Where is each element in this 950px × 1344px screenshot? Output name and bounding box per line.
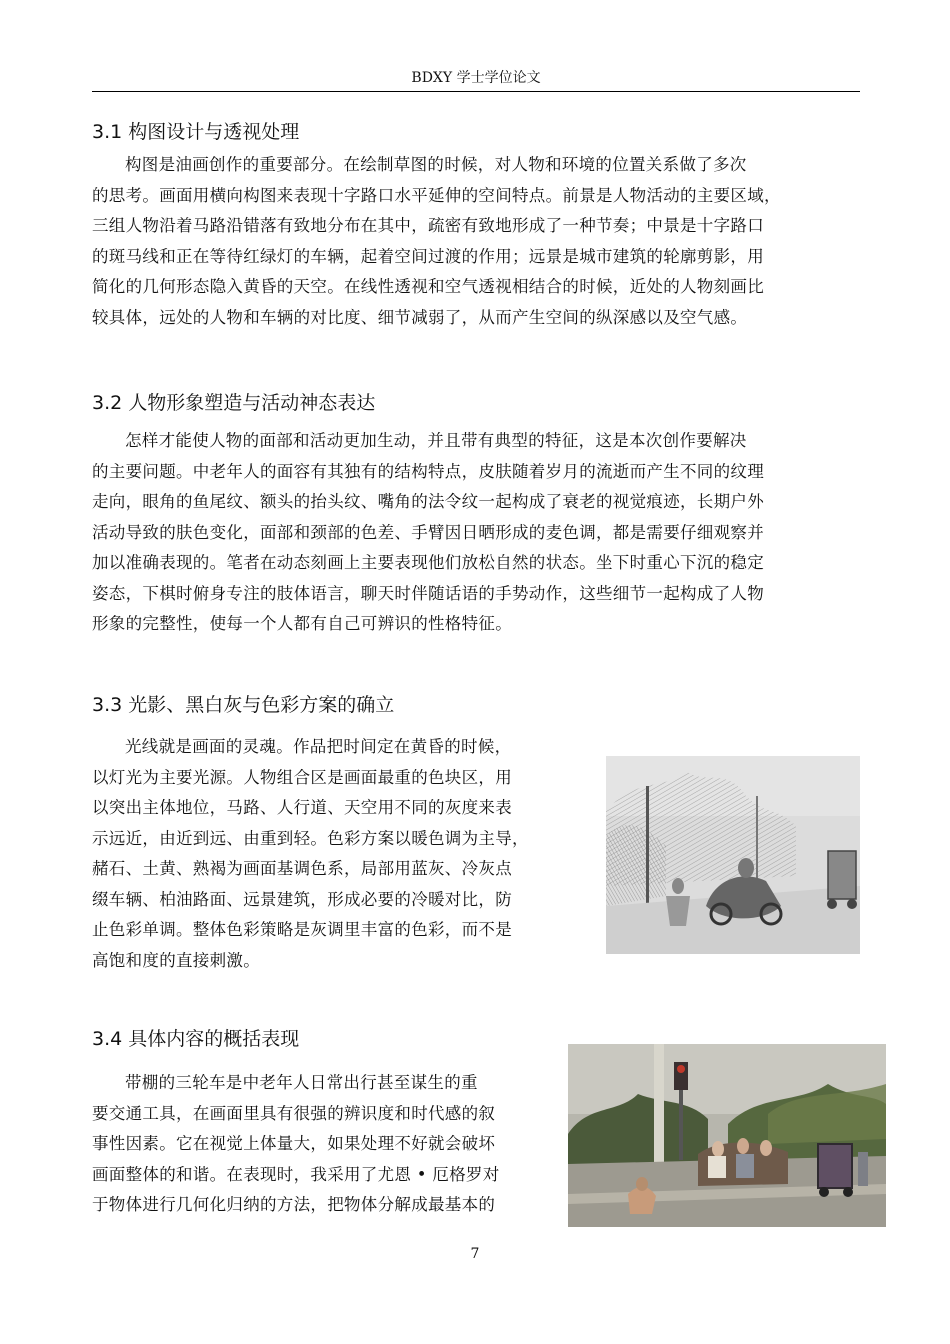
paragraph-line: 怎样才能使人物的面部和活动更加生动，并且带有典型的特征，这是本次创作要解决 — [125, 431, 747, 450]
paragraph-line: 光线就是画面的灵魂。作品把时间定在黄昏的时候， — [125, 737, 512, 756]
section-body-3-3 — [92, 732, 592, 976]
section-heading-3-1: 3.1 构图设计与透视处理 — [92, 121, 300, 143]
paragraph-line: 的思考。画面用横向构图来表现十字路口水平延伸的空间特点。前景是人物活动的主要区域， — [92, 185, 781, 205]
paragraph-line: 姿态，下棋时俯身专注的肢体语言，聊天时伴随话语的手势动作，这些细节一起构成了人物 — [92, 583, 764, 603]
section-body-3-2 — [92, 426, 860, 640]
paragraph-line: 赭石、土黄、熟褐为画面基调色系，局部用蓝灰、冷灰点 — [92, 859, 512, 878]
paragraph-line: 示远近，由近到远、由重到轻。色彩方案以暖色调为主导， — [92, 828, 529, 848]
section-heading-3-2: 3.2 人物形象塑造与活动神态表达 — [92, 392, 376, 414]
section-heading-3-4: 3.4 具体内容的概括表现 — [92, 1028, 300, 1050]
paragraph-line: 事性因素。它在视觉上体量大，如果处理不好就会破坏 — [92, 1134, 496, 1153]
paragraph-line: 止色彩单调。整体色彩策略是灰调里丰富的色彩，而不是 — [92, 920, 512, 939]
paragraph-line: 缀车辆、柏油路面、远景建筑，形成必要的冷暖对比，防 — [92, 889, 512, 909]
paragraph-line: 的主要问题。中老年人的面容有其独有的结构特点，皮肤随着岁月的流逝而产生不同的纹理 — [92, 461, 764, 481]
section-body-3-4 — [92, 1068, 562, 1221]
section-body-3-1 — [92, 150, 860, 333]
paragraph-line: 构图是油画创作的重要部分。在绘制草图的时候，对人物和环境的位置关系做了多次 — [125, 155, 747, 174]
paragraph-line: 高饱和度的直接刺激。 — [92, 950, 260, 970]
paragraph-line: 要交通工具，在画面里具有很强的辨识度和时代感的叙 — [92, 1103, 496, 1123]
oil-painting-image — [568, 1044, 886, 1227]
paragraph-line: 以灯光为主要光源。人物组合区是画面最重的色块区，用 — [92, 767, 512, 787]
paragraph-line: 的斑马线和正在等待红绿灯的车辆，起着空间过渡的作用；远景是城市建筑的轮廓剪影，用 — [92, 246, 764, 266]
paragraph-line: 较具体，远处的人物和车辆的对比度、细节减弱了，从而产生空间的纵深感以及空气感。 — [92, 307, 748, 327]
paragraph-line: 画面整体的和谐。在表现时，我采用了尤恩 • 厄格罗对 — [92, 1164, 500, 1184]
paragraph-line: 活动导致的肤色变化，面部和颈部的色差、手臂因日晒形成的麦色调，都是需要仔细观察并 — [92, 522, 764, 542]
paragraph-line: 以突出主体地位，马路、人行道、天空用不同的灰度来表 — [92, 798, 512, 817]
header-rule — [92, 91, 860, 92]
running-header: BDXY 学士学位论文 — [411, 70, 541, 86]
paragraph-line: 三组人物沿着马路沿错落有致地分布在其中，疏密有致地形成了一种节奏；中景是十字路口 — [92, 216, 764, 235]
paragraph-line: 加以准确表现的。笔者在动态刻画上主要表现他们放松自然的状态。坐下时重心下沉的稳定 — [92, 553, 764, 572]
paragraph-line: 简化的几何形态隐入黄昏的天空。在线性透视和空气透视相结合的时候，近处的人物刻画比 — [92, 277, 764, 296]
paragraph-line: 走向，眼角的鱼尾纹、额头的抬头纹、嘴角的法令纹一起构成了衰老的视觉痕迹，长期户外 — [92, 492, 764, 511]
section-heading-3-3: 3.3 光影、黑白灰与色彩方案的确立 — [92, 694, 395, 716]
pencil-sketch-image — [606, 756, 860, 954]
paragraph-line: 于物体进行几何化归纳的方法，把物体分解成最基本的 — [92, 1195, 496, 1214]
paragraph-line: 形象的完整性，使每一个人都有自己可辨识的性格特征。 — [92, 614, 512, 633]
paragraph-line: 带棚的三轮车是中老年人日常出行甚至谋生的重 — [125, 1073, 478, 1092]
page-number: 7 — [470, 1246, 480, 1262]
